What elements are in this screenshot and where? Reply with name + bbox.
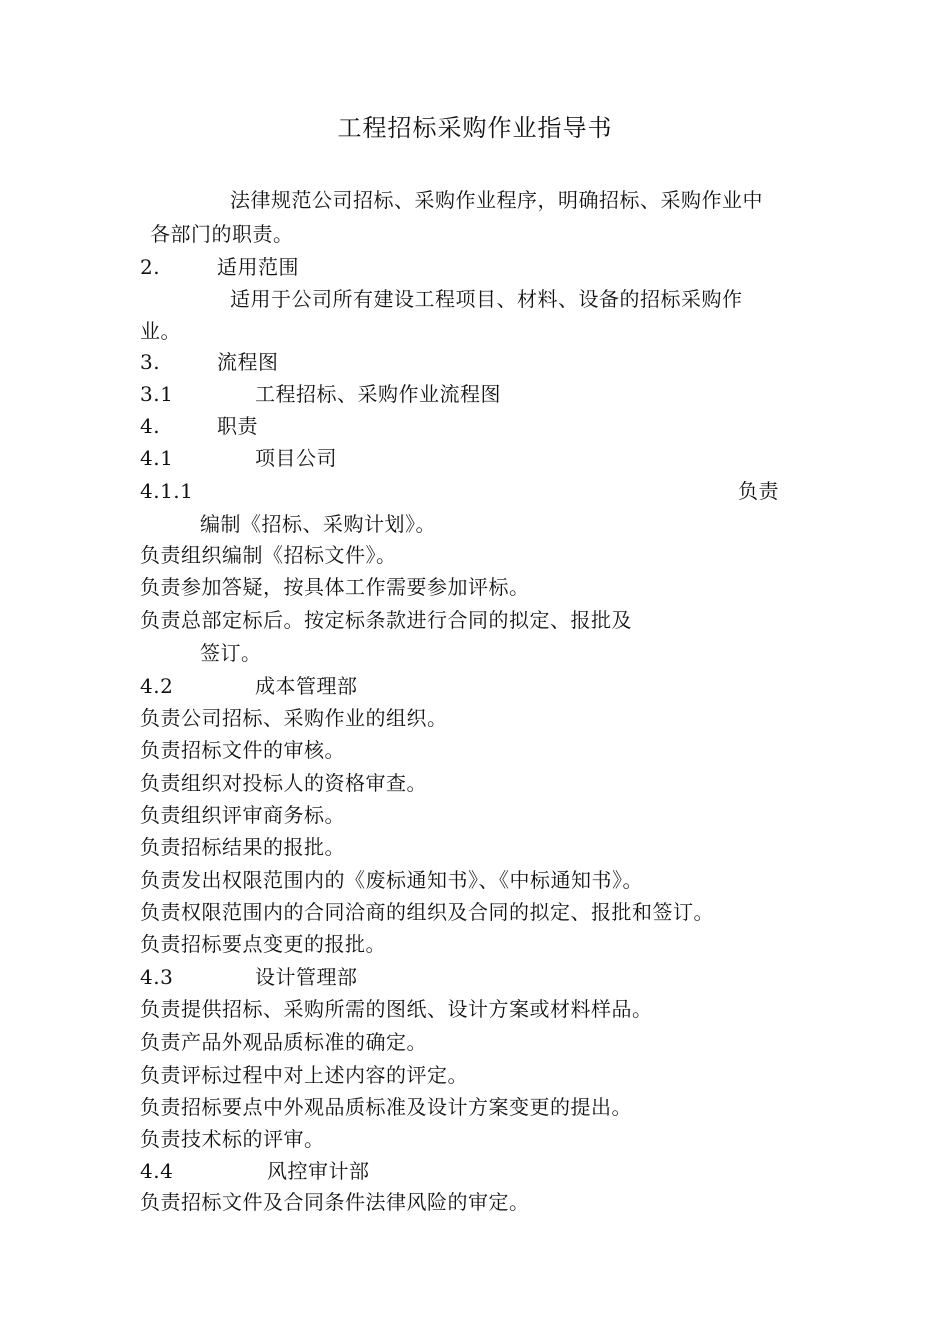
list-item: 负责技术标的评审。 — [140, 1127, 325, 1151]
section-4-1-1-continuation: 编制《招标、采购计划》。 — [200, 512, 436, 536]
section-4-1-1-right-text: 负责 — [738, 479, 779, 503]
section-2-line-1: 适用于公司所有建设工程项目、材料、设备的招标采购作 — [230, 287, 743, 311]
list-item: 负责权限范围内的合同洽商的组织及合同的拟定、报批和签订。 — [140, 900, 714, 924]
section-4-number: 4. — [140, 414, 161, 438]
section-4-1-1-number: 4.1.1 — [140, 479, 194, 503]
list-item: 负责组织对投标人的资格审查。 — [140, 771, 427, 795]
section-3-number: 3. — [140, 350, 161, 374]
section-4-3-number: 4.3 — [140, 965, 174, 989]
list-item: 负责招标要点中外观品质标准及设计方案变更的提出。 — [140, 1095, 632, 1119]
section-2-heading: 适用范围 — [217, 255, 299, 279]
section-4-4-number: 4.4 — [140, 1159, 174, 1183]
section-4-heading: 职责 — [217, 414, 258, 438]
list-item: 负责招标文件及合同条件法律风险的审定。 — [140, 1190, 530, 1214]
list-item: 负责总部定标后。按定标条款进行合同的拟定、报批及 — [140, 608, 632, 632]
list-item: 负责招标要点变更的报批。 — [140, 932, 386, 956]
list-item: 负责组织编制《招标文件》。 — [140, 543, 397, 567]
list-item: 负责招标文件的审核。 — [140, 738, 345, 762]
intro-line-1: 法律规范公司招标、采购作业程序，明确招标、采购作业中 — [230, 188, 763, 212]
list-item: 负责评标过程中对上述内容的评定。 — [140, 1063, 468, 1087]
section-3-1-heading: 工程招标、采购作业流程图 — [255, 382, 501, 406]
section-4-1-number: 4.1 — [140, 446, 174, 470]
section-4-2-number: 4.2 — [140, 674, 174, 698]
list-item-continuation: 签订。 — [200, 641, 262, 665]
section-2-number: 2. — [140, 255, 161, 279]
list-item: 负责提供招标、采购所需的图纸、设计方案或材料样品。 — [140, 997, 653, 1021]
list-item: 负责产品外观品质标准的确定。 — [140, 1030, 427, 1054]
intro-line-2: 各部门的职责。 — [150, 222, 294, 246]
list-item: 负责招标结果的报批。 — [140, 835, 345, 859]
page-title: 工程招标采购作业指导书 — [337, 114, 613, 142]
section-2-line-2: 业。 — [140, 319, 181, 343]
list-item: 负责参加答疑，按具体工作需要参加评标。 — [140, 575, 530, 599]
list-item: 负责公司招标、采购作业的组织。 — [140, 706, 448, 730]
section-3-heading: 流程图 — [217, 350, 279, 374]
section-4-2-heading: 成本管理部 — [255, 674, 358, 698]
list-item: 负责组织评审商务标。 — [140, 803, 345, 827]
section-3-1-number: 3.1 — [140, 382, 174, 406]
list-item: 负责发出权限范围内的《废标通知书》、《中标通知书》。 — [140, 868, 643, 892]
section-4-4-heading: 风控审计部 — [267, 1159, 370, 1183]
section-4-3-heading: 设计管理部 — [255, 965, 358, 989]
section-4-1-heading: 项目公司 — [255, 446, 337, 470]
